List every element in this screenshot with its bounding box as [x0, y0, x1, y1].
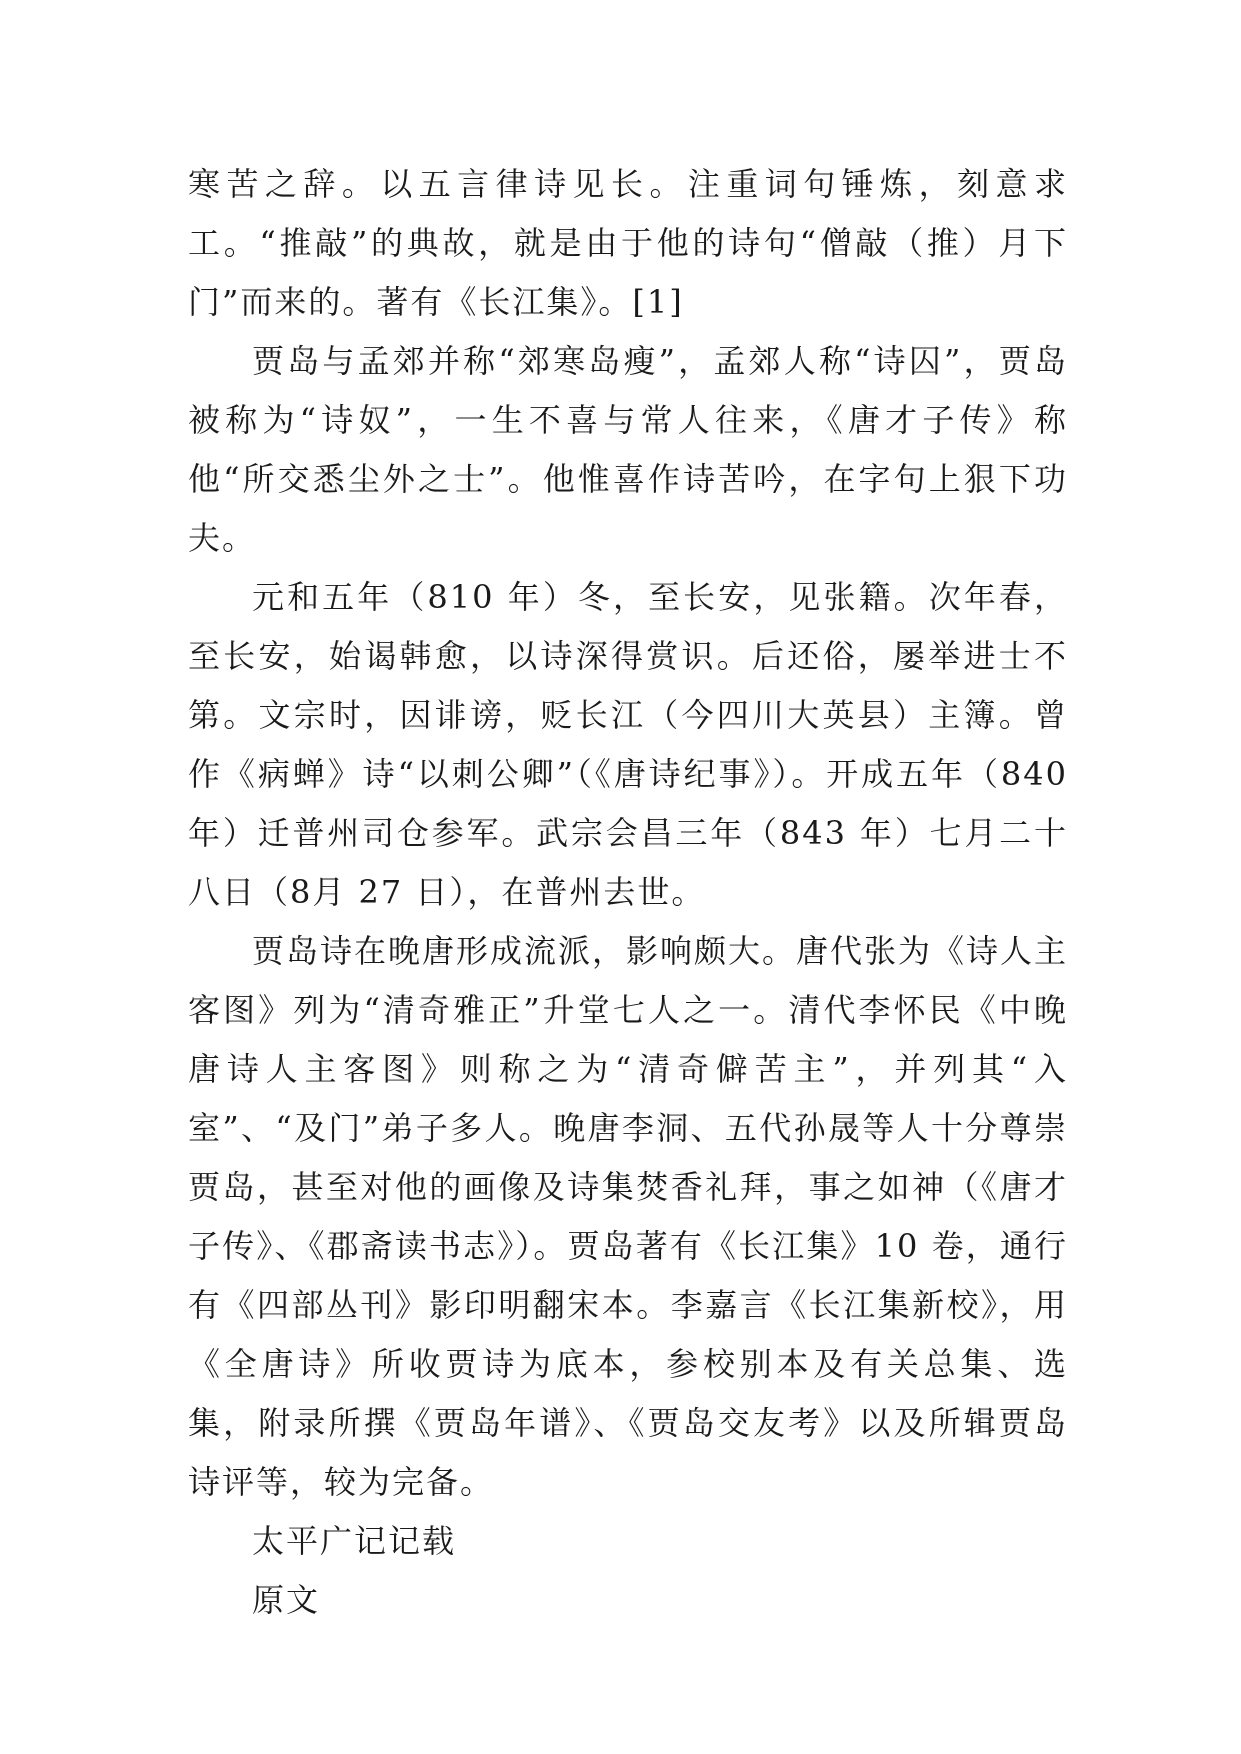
section-heading-original-text: 原文	[252, 1581, 321, 1619]
paragraph-continuation: 寒苦之辞。以五言律诗见长。注重词句锤炼，刻意求工。“推敲”的典故，就是由于他的诗句“僧敲（推）月下门”而来的。著有《长江集》。[1]	[188, 165, 1068, 321]
paragraph-biography: 元和五年（810 年）冬，至长安，见张籍。次年春，至长安，始谒韩愈，以诗深得赏识。后还俗，屡举进士不第。文宗时，因诽谤，贬长江（今四川大英县）主簿。曾作《病蝉》诗“以刺公卿”（《唐诗纪事》）。开成五年（840 年）迁普州司仓参军。武宗会昌三年（843 年）七月二十八日（8月 27 日），在普州去世。	[188, 578, 1068, 911]
document-body	[188, 155, 1068, 1630]
paragraph-influence: 贾岛诗在晚唐形成流派，影响颇大。唐代张为《诗人主客图》列为“清奇雅正”升堂七人之一。清代李怀民《中晚唐诗人主客图》则称之为“清奇僻苦主”，并列其“入室”、“及门”弟子多人。晚唐李洞、五代孙晟等人十分尊崇贾岛，甚至对他的画像及诗集焚香礼拜，事之如神（《唐才子传》、《郡斋读书志》）。贾岛著有《长江集》10 卷，通行有《四部丛刊》影印明翻宋本。李嘉言《长江集新校》，用《全唐诗》所收贾诗为底本，参校别本及有关总集、选集，附录所撰《贾岛年谱》、《贾岛交友考》以及所辑贾岛诗评等，较为完备。	[188, 932, 1069, 1501]
paragraph-jia-dao-meng-jiao: 贾岛与孟郊并称“郊寒岛瘦”，孟郊人称“诗囚”，贾岛被称为“诗奴”，一生不喜与常人往来，《唐才子传》称他“所交悉尘外之士”。他惟喜作诗苦吟，在字句上狠下功夫。	[188, 342, 1068, 557]
section-heading-taiping-guangji: 太平广记记载	[252, 1522, 457, 1560]
